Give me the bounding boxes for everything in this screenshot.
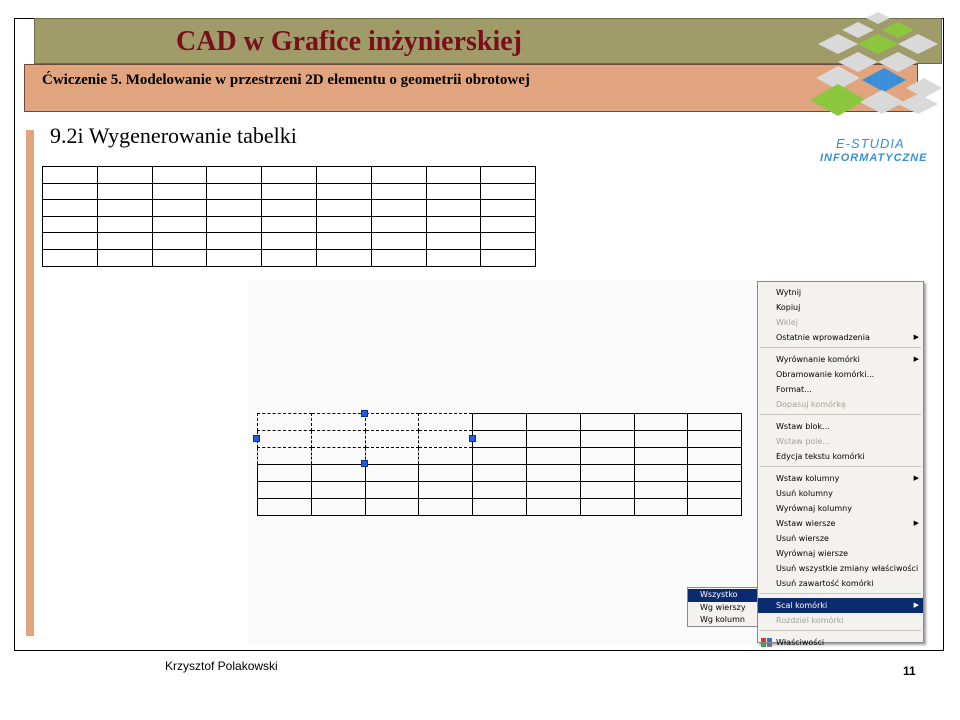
table-cell	[43, 216, 98, 233]
table-cell	[207, 216, 262, 233]
logo-tiles-icon	[810, 12, 942, 116]
logo-text-line2: INFORMATYCZNE	[820, 152, 928, 164]
table-cell	[426, 200, 481, 217]
table-cell	[262, 200, 317, 217]
table-cell	[481, 249, 536, 266]
menu-item-label: Wstaw wiersze	[776, 519, 836, 528]
table-cell	[426, 167, 481, 184]
context-menu	[757, 281, 924, 647]
submenu-item[interactable]	[688, 614, 757, 627]
left-accent-bar	[26, 130, 34, 636]
table-cell[interactable]	[365, 448, 419, 465]
table-cell[interactable]	[580, 482, 634, 499]
page-number: 11	[903, 664, 916, 678]
table-cell	[207, 183, 262, 200]
table-cell[interactable]	[473, 414, 527, 431]
table-cell	[316, 200, 371, 217]
table-row	[43, 200, 536, 217]
menu-item[interactable]	[758, 382, 923, 397]
menu-item-label: Wyrównanie komórki	[776, 355, 860, 364]
table-cell	[152, 167, 207, 184]
table-cell[interactable]	[580, 465, 634, 482]
table-cell[interactable]	[419, 482, 473, 499]
menu-item[interactable]	[758, 635, 923, 650]
table-cell	[152, 233, 207, 250]
table-cell[interactable]	[419, 414, 473, 431]
table-cell	[426, 249, 481, 266]
menu-item-label: Edycja tekstu komórki	[776, 452, 865, 461]
grip-handle-left[interactable]	[253, 435, 260, 442]
table-cell[interactable]	[473, 431, 527, 448]
menu-item[interactable]	[758, 300, 923, 315]
menu-item-label: Usuń wszystkie zmiany właściwości	[776, 564, 919, 573]
submenu-item-label: Wg wierszy	[700, 602, 746, 612]
menu-item-label: Wstaw kolumny	[776, 474, 840, 483]
menu-separator	[760, 466, 921, 468]
menu-item-label: Format...	[776, 385, 812, 394]
table-cell[interactable]	[688, 448, 742, 465]
table-cell	[262, 183, 317, 200]
menu-item-label: Wyrównaj wiersze	[776, 549, 849, 558]
table-cell[interactable]	[688, 499, 742, 516]
menu-item[interactable]	[758, 531, 923, 546]
table-cell[interactable]	[634, 499, 688, 516]
table-cell[interactable]	[365, 499, 419, 516]
table-row	[258, 499, 742, 516]
menu-separator	[760, 347, 921, 349]
menu-item[interactable]	[758, 315, 923, 330]
submenu-item[interactable]	[688, 602, 757, 615]
table-cell[interactable]	[688, 465, 742, 482]
submenu-arrow-icon: ▶	[913, 519, 919, 527]
table-cell	[316, 183, 371, 200]
table-cell[interactable]	[688, 414, 742, 431]
cad-table-selection[interactable]	[257, 413, 742, 516]
table-cell[interactable]	[688, 431, 742, 448]
table-cell[interactable]	[526, 465, 580, 482]
merge-cells-submenu	[687, 587, 758, 627]
submenu-arrow-icon: ▶	[913, 474, 919, 482]
menu-item[interactable]	[758, 516, 923, 531]
table-cell[interactable]	[634, 414, 688, 431]
table-cell	[207, 249, 262, 266]
table-cell	[43, 249, 98, 266]
table-cell[interactable]	[526, 482, 580, 499]
table-cell[interactable]	[258, 499, 312, 516]
table-row	[258, 482, 742, 499]
menu-item[interactable]	[758, 576, 923, 591]
menu-item[interactable]	[758, 330, 923, 345]
table-cell[interactable]	[311, 465, 365, 482]
menu-separator	[760, 593, 921, 595]
empty-table-preview	[42, 166, 536, 267]
table-cell[interactable]	[311, 482, 365, 499]
table-cell	[426, 216, 481, 233]
section-title: 9.2i Wygenerowanie tabelki	[50, 123, 297, 148]
table-cell[interactable]	[311, 448, 365, 465]
table-cell[interactable]	[419, 499, 473, 516]
table-cell	[371, 200, 426, 217]
table-cell[interactable]	[365, 414, 419, 431]
menu-item[interactable]	[758, 397, 923, 412]
table-cell[interactable]	[473, 499, 527, 516]
table-cell[interactable]	[526, 431, 580, 448]
table-cell[interactable]	[365, 431, 419, 448]
menu-item-label: Wyrównaj kolumny	[776, 504, 852, 513]
table-row	[43, 183, 536, 200]
table-cell	[43, 233, 98, 250]
menu-item[interactable]	[758, 419, 923, 434]
table-cell[interactable]	[634, 465, 688, 482]
menu-item-label: Dopasuj komórkę	[776, 400, 846, 409]
table-cell	[481, 167, 536, 184]
menu-item-label: Usuń zawartość komórki	[776, 579, 874, 588]
submenu-item-label: Wg kolumn	[700, 615, 745, 624]
table-cell	[152, 200, 207, 217]
logo-text-line1: E-STUDIA	[836, 136, 905, 151]
table-cell	[481, 200, 536, 217]
table-cell	[481, 233, 536, 250]
table-row	[258, 431, 742, 448]
table-cell	[43, 200, 98, 217]
table-cell	[207, 167, 262, 184]
submenu-item[interactable]	[688, 589, 757, 602]
table-cell[interactable]	[688, 482, 742, 499]
table-cell[interactable]	[419, 431, 473, 448]
table-cell[interactable]	[311, 499, 365, 516]
table-cell[interactable]	[473, 448, 527, 465]
table-cell	[316, 249, 371, 266]
menu-item-label: Ostatnie wprowadzenia	[776, 333, 870, 342]
table-cell[interactable]	[258, 482, 312, 499]
table-cell[interactable]	[526, 499, 580, 516]
table-cell	[262, 249, 317, 266]
table-cell	[316, 167, 371, 184]
table-cell[interactable]	[634, 482, 688, 499]
footer-author: Krzysztof Polakowski	[165, 659, 278, 673]
table-cell	[316, 233, 371, 250]
table-cell	[371, 167, 426, 184]
table-cell	[97, 167, 152, 184]
table-cell	[152, 249, 207, 266]
menu-item-label: Usuń kolumny	[776, 489, 833, 498]
table-cell	[262, 216, 317, 233]
menu-item-label: Wstaw blok...	[776, 422, 830, 431]
table-cell[interactable]	[526, 448, 580, 465]
table-cell	[97, 200, 152, 217]
menu-item-label: Scal komórki	[776, 601, 828, 610]
table-cell	[426, 233, 481, 250]
submenu-arrow-icon: ▶	[913, 601, 919, 609]
table-row	[43, 233, 536, 250]
menu-item[interactable]	[758, 546, 923, 561]
table-cell	[371, 233, 426, 250]
table-cell	[481, 216, 536, 233]
table-cell[interactable]	[258, 414, 312, 431]
menu-separator	[760, 630, 921, 632]
menu-item-label: Usuń wiersze	[776, 534, 829, 543]
table-cell[interactable]	[526, 414, 580, 431]
menu-item-label: Rozdziel komórki	[776, 616, 844, 625]
table-cell	[426, 183, 481, 200]
table-cell[interactable]	[473, 465, 527, 482]
table-cell	[97, 233, 152, 250]
table-cell[interactable]	[580, 499, 634, 516]
table-cell[interactable]	[365, 482, 419, 499]
table-cell	[207, 233, 262, 250]
menu-item[interactable]	[758, 449, 923, 464]
table-cell	[481, 183, 536, 200]
menu-item[interactable]	[758, 486, 923, 501]
submenu-arrow-icon: ▶	[913, 355, 919, 363]
menu-item[interactable]	[758, 434, 923, 449]
table-cell	[43, 183, 98, 200]
table-row	[258, 448, 742, 465]
table-cell	[97, 249, 152, 266]
menu-item[interactable]	[758, 598, 923, 613]
table-cell	[152, 216, 207, 233]
table-cell	[371, 216, 426, 233]
table-cell[interactable]	[365, 465, 419, 482]
table-cell[interactable]	[311, 431, 365, 448]
menu-item[interactable]	[758, 561, 923, 576]
table-row	[43, 216, 536, 233]
menu-item[interactable]	[758, 471, 923, 486]
table-cell[interactable]	[634, 448, 688, 465]
table-cell	[262, 167, 317, 184]
table-row	[258, 414, 742, 431]
table-cell	[371, 183, 426, 200]
table-cell[interactable]	[580, 448, 634, 465]
submenu-arrow-icon: ▶	[913, 333, 919, 341]
table-cell[interactable]	[634, 431, 688, 448]
table-cell	[371, 249, 426, 266]
menu-item[interactable]	[758, 501, 923, 516]
menu-item[interactable]	[758, 352, 923, 367]
table-cell	[316, 216, 371, 233]
table-cell	[152, 183, 207, 200]
grip-handle-bottom[interactable]	[361, 460, 368, 467]
table-cell[interactable]	[258, 465, 312, 482]
menu-item-label: Kopiuj	[776, 303, 801, 312]
table-cell	[97, 216, 152, 233]
submenu-item-label: Wszystko	[700, 590, 738, 599]
table-cell	[43, 167, 98, 184]
table-row	[43, 249, 536, 266]
slide-subtitle: Ćwiczenie 5. Modelowanie w przestrzeni 2D elementu o geometrii obrotowej	[42, 72, 530, 88]
table-cell	[207, 200, 262, 217]
menu-item-label: Obramowanie komórki...	[776, 370, 875, 379]
table-cell[interactable]	[311, 414, 365, 431]
grip-handle-right[interactable]	[469, 435, 476, 442]
menu-item-label: Wstaw pole...	[776, 437, 830, 446]
menu-separator	[760, 414, 921, 416]
table-cell[interactable]	[580, 414, 634, 431]
slide-title: CAD w Grafice inżynierskiej	[175, 26, 523, 57]
table-row	[258, 465, 742, 482]
table-cell[interactable]	[580, 431, 634, 448]
grip-handle-top[interactable]	[361, 410, 368, 417]
table-cell[interactable]	[258, 431, 312, 448]
table-row	[43, 167, 536, 184]
table-cell[interactable]	[258, 448, 312, 465]
menu-item-label: Właściwości	[776, 638, 825, 647]
table-cell	[262, 233, 317, 250]
properties-icon	[761, 638, 772, 647]
menu-item-label: Wklej	[776, 318, 798, 327]
table-cell[interactable]	[419, 465, 473, 482]
table-cell[interactable]	[419, 448, 473, 465]
table-cell[interactable]	[473, 482, 527, 499]
menu-item[interactable]	[758, 613, 923, 628]
menu-item[interactable]	[758, 367, 923, 382]
menu-item-label: Wytnij	[776, 288, 802, 297]
table-cell	[97, 183, 152, 200]
menu-item[interactable]	[758, 285, 923, 300]
